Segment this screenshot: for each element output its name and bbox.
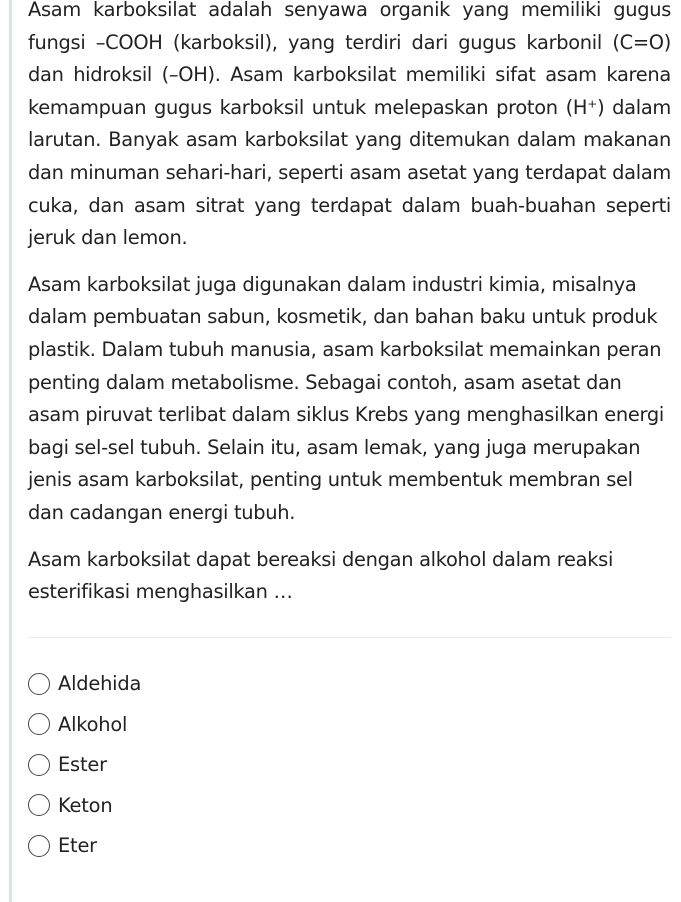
radio-circle-icon[interactable] [28, 754, 50, 776]
radio-circle-icon[interactable] [28, 713, 50, 735]
left-accent-bar [9, 0, 12, 902]
question-paragraph-2: Asam karboksilat juga digunakan dalam industri kimia, misalnya dalam pembuatan sabun, kosmetik, dan bahan baku untuk produk plastik. Dalam tubuh manusia, asam karboksilat memainkan peran penting dalam metabolisme. Sebagai contoh, asam asetat dan asam piruvat terlibat dalam siklus Krebs yang menghasilkan energi bagi sel-sel tubuh. Selain itu, asam lemak, yang juga merupakan jenis asam karboksilat, penting untuk membentuk membran sel dan cadangan energi tubuh. [28, 272, 664, 524]
radio-circle-icon[interactable] [28, 673, 50, 695]
divider [28, 637, 671, 638]
option-alkohol[interactable] [28, 704, 671, 745]
option-keton[interactable] [28, 785, 671, 826]
option-aldehida[interactable] [28, 664, 671, 705]
option-label: Keton [58, 793, 113, 817]
question-card [28, 0, 671, 866]
answer-options [28, 664, 671, 867]
question-paragraph-1: Asam karboksilat adalah senyawa organik yang memiliki gugus fungsi –COOH (karboksil), yang terdiri dari gugus karbonil (C=O) dan hidroksil (–OH). Asam karboksilat memiliki sifat asam karena kemampuan gugus karboksil untuk melepaskan proton (H⁺) dalam larutan. Banyak asam karboksilat yang ditemukan dalam makanan dan minuman sehari-hari, seperti asam asetat yang terdapat dalam cuka, dan asam sitrat yang terdapat dalam buah-buahan seperti jeruk dan lemon. [28, 0, 671, 250]
question-prompt: Asam karboksilat dapat bereaksi dengan alkohol dalam reaksi esterifikasi menghasilkan … [28, 547, 614, 604]
option-ester[interactable] [28, 745, 671, 786]
radio-circle-icon[interactable] [28, 835, 50, 857]
option-label: Eter [58, 834, 97, 858]
option-label: Ester [58, 753, 107, 777]
option-label: Aldehida [58, 672, 142, 696]
radio-circle-icon[interactable] [28, 794, 50, 816]
option-label: Alkohol [58, 712, 128, 736]
option-eter[interactable] [28, 826, 671, 867]
